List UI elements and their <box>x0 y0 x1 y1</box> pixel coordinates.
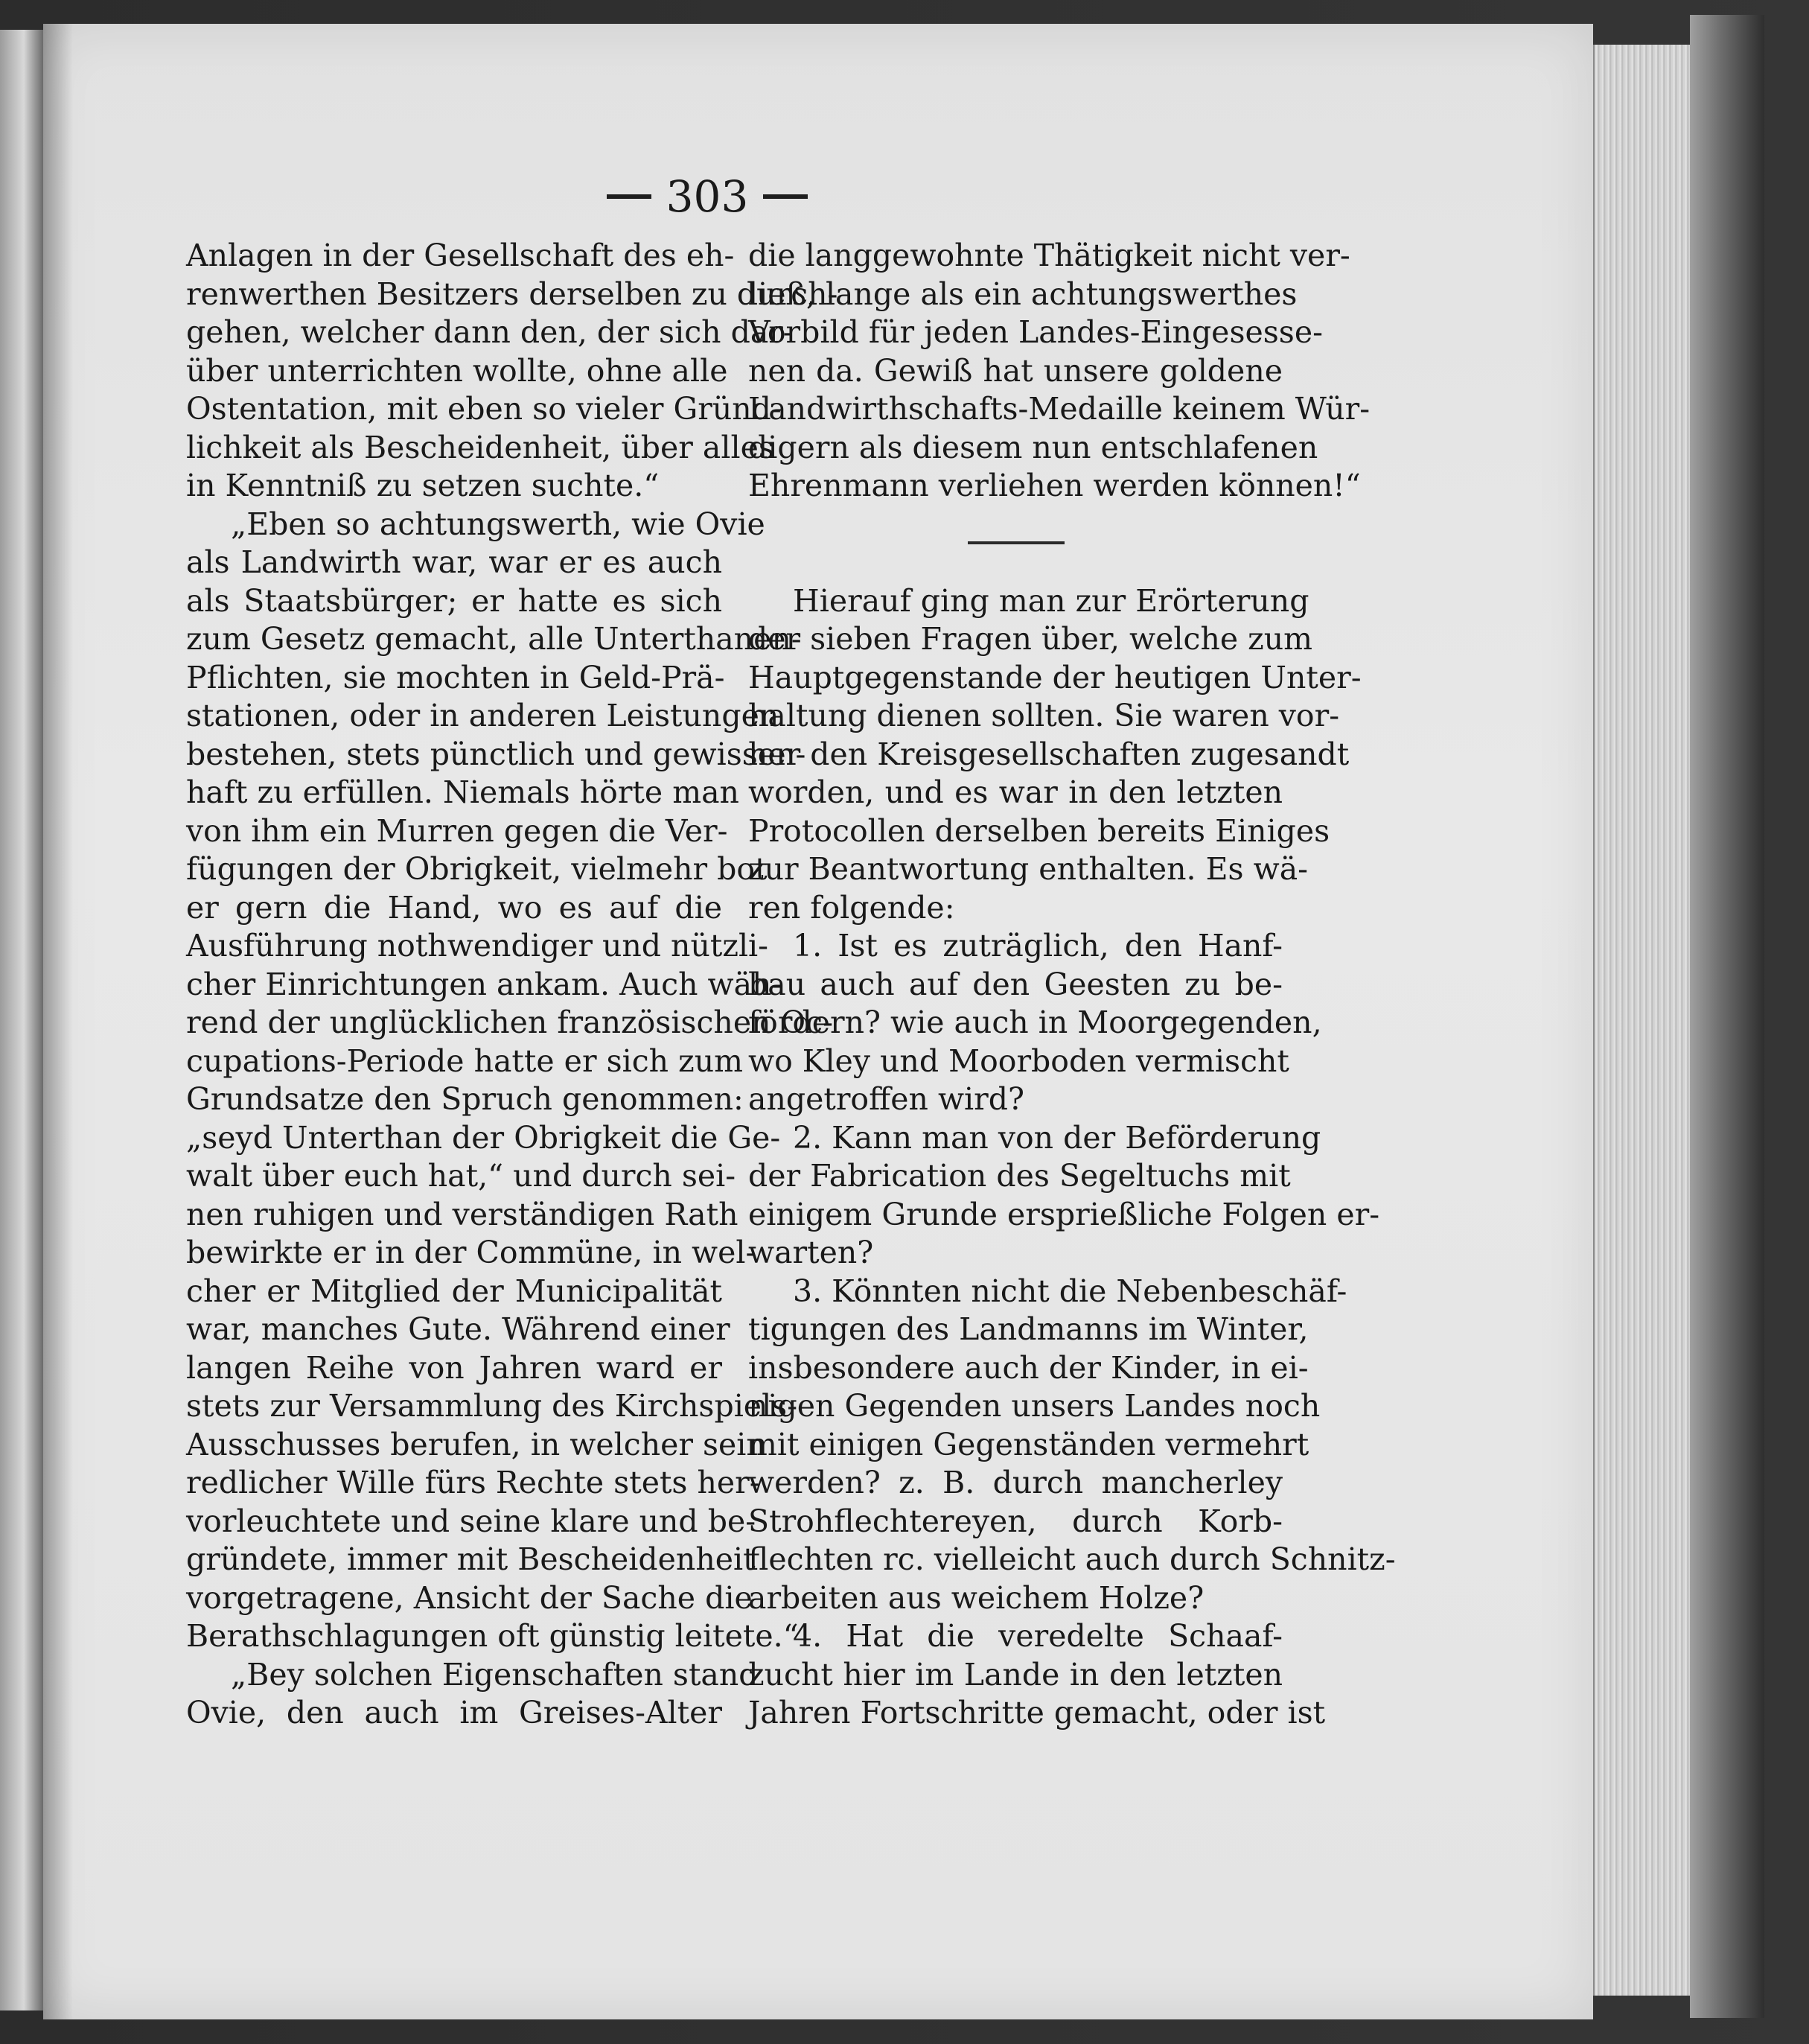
text-line: als Staatsbürger; er hatte es sich <box>186 582 722 619</box>
text-line: der sieben Fragen über, welche zum <box>748 621 1313 657</box>
text-line: Ostentation, mit eben so vieler Gründ- <box>186 391 782 427</box>
text-line: warten? <box>748 1235 874 1270</box>
right-column-top-paragraph <box>748 237 1371 506</box>
left-page-edge <box>0 30 43 2010</box>
text-line: zum Gesetz gemacht, alle Unterthanen- <box>186 621 802 657</box>
text-line: gehen, welcher dann den, der sich dar- <box>186 314 794 350</box>
text-line: Ausschusses berufen, in welcher sein <box>186 1426 766 1462</box>
text-line: arbeiten aus weichem Holze? <box>748 1579 1205 1616</box>
text-line: Jahren Fortschritte gemacht, oder ist <box>748 1695 1326 1731</box>
book-cover-edge <box>1690 15 1764 2018</box>
text-line: über unterrichten wollte, ohne alle <box>186 352 728 389</box>
text-line: mit einigen Gegenständen vermehrt <box>748 1426 1309 1462</box>
text-line: gründete, immer mit Bescheidenheit <box>186 1541 756 1577</box>
text-line: tigungen des Landmanns im Winter, <box>748 1311 1309 1347</box>
text-line: stets zur Versammlung des Kirchspiels- <box>186 1388 798 1424</box>
text-line: als Landwirth war, war er es auch <box>186 544 722 580</box>
text-line: redlicher Wille fürs Rechte stets her- <box>186 1465 760 1500</box>
text-line: haltung dienen sollten. Sie waren vor- <box>748 698 1340 733</box>
text-line: 2. Kann man von der Beförderung <box>793 1119 1321 1156</box>
text-line: ren folgende: <box>748 889 955 926</box>
text-line: angetroffen wird? <box>748 1081 1024 1117</box>
text-line: Berathschlagungen oft günstig leitete.“ <box>186 1618 799 1654</box>
right-column-questions <box>748 582 1396 1733</box>
text-line: worden, und es war in den letzten <box>748 774 1283 810</box>
text-line: der Fabrication des Segeltuchs mit <box>748 1158 1291 1194</box>
section-divider <box>748 506 1283 582</box>
text-line: 1. Ist es zuträglich, den Hanf- <box>793 928 1283 964</box>
text-line: ließ, lange als ein achtungswerthes <box>748 276 1298 312</box>
text-line: cher Einrichtungen ankam. Auch wäh- <box>186 966 782 1002</box>
text-line: er gern die Hand, wo es auf die <box>186 889 722 926</box>
text-line: in Kenntniß zu setzen suchte.“ <box>186 468 660 503</box>
text-line: zur Beantwortung enthalten. Es wä- <box>748 851 1309 887</box>
header-dash-right <box>763 194 808 199</box>
text-line: stationen, oder in anderen Leistungen <box>186 698 779 733</box>
text-line: flechten rc. vielleicht auch durch Schnitz- <box>748 1541 1396 1577</box>
right-text-column <box>748 237 1396 1733</box>
text-line: „Eben so achtungswerth, wie Ovie <box>231 506 765 542</box>
page-header <box>596 171 819 238</box>
text-line: Vorbild für jeden Landes-Eingesesse- <box>748 314 1323 350</box>
text-line: Ovie, den auch im Greises-Alter <box>186 1695 722 1731</box>
text-line: Strohflechtereyen, durch Korb- <box>748 1503 1283 1539</box>
text-line: Pflichten, sie mochten in Geld-Prä- <box>186 659 725 695</box>
text-line: Protocollen derselben bereits Einiges <box>748 812 1330 849</box>
text-line: bewirkte er in der Commüne, in wel- <box>186 1235 756 1270</box>
text-line: nen ruhigen und verständigen Rath <box>186 1196 738 1232</box>
text-line: lichkeit als Bescheidenheit, über alles <box>186 429 774 465</box>
page-number: 303 <box>666 171 749 222</box>
page-edges <box>1593 45 1691 1996</box>
text-line: digern als diesem nun entschlafenen <box>748 429 1318 465</box>
text-line: vorgetragene, Ansicht der Sache die <box>186 1579 753 1616</box>
text-line: cupations-Periode hatte er sich zum <box>186 1042 744 1079</box>
text-line: cher er Mitglied der Municipalität <box>186 1273 722 1309</box>
text-line: „seyd Unterthan der Obrigkeit die Ge- <box>186 1119 781 1156</box>
text-line: Hauptgegenstande der heutigen Unter- <box>748 659 1362 695</box>
text-line: „Bey solchen Eigenschaften stand <box>231 1656 759 1693</box>
text-line: 4. Hat die veredelte Schaaf- <box>793 1618 1283 1654</box>
text-line: Anlagen in der Gesellschaft des eh- <box>186 238 735 273</box>
text-line: war, manches Gute. Während einer <box>186 1311 730 1347</box>
page-gutter-shadow <box>43 24 73 2019</box>
text-line: wo Kley und Moorboden vermischt <box>748 1042 1289 1079</box>
text-line: werden? z. B. durch mancherley <box>748 1465 1283 1500</box>
text-line: bau auch auf den Geesten zu be- <box>748 966 1283 1002</box>
text-line: bestehen, stets pünctlich und gewissen- <box>186 736 806 772</box>
text-line: haft zu erfüllen. Niemals hörte man <box>186 774 739 810</box>
text-line: von ihm ein Murren gegen die Ver- <box>186 812 728 849</box>
divider-rule <box>968 541 1065 544</box>
text-line: rend der unglücklichen französischen Oc- <box>186 1005 833 1040</box>
header-dash-left <box>607 194 651 199</box>
text-line: fördern? wie auch in Moorgegenden, <box>748 1005 1322 1040</box>
text-line: nigen Gegenden unsers Landes noch <box>748 1388 1321 1424</box>
text-line: Landwirthschafts-Medaille keinem Wür- <box>748 391 1371 427</box>
text-line: 3. Könnten nicht die Nebenbeschäf- <box>793 1273 1347 1309</box>
text-line: insbesondere auch der Kinder, in ei- <box>748 1349 1309 1386</box>
text-line: langen Reihe von Jahren ward er <box>186 1349 722 1386</box>
text-line: nen da. Gewiß hat unsere goldene <box>748 352 1283 389</box>
text-line: her den Kreisgesellschaften zugesandt <box>748 736 1350 772</box>
text-line: fügungen der Obrigkeit, vielmehr bot <box>186 851 768 887</box>
text-line: einigem Grunde ersprießliche Folgen er- <box>748 1196 1380 1232</box>
text-line: die langgewohnte Thätigkeit nicht ver- <box>748 238 1350 273</box>
text-line: Ehrenmann verliehen werden können!“ <box>748 468 1361 503</box>
text-line: vorleuchtete und seine klare und be- <box>186 1503 756 1539</box>
text-line: walt über euch hat,“ und durch sei- <box>186 1158 736 1194</box>
text-line: Grundsatze den Spruch genommen: <box>186 1081 744 1117</box>
text-line: Ausführung nothwendiger und nützli- <box>186 928 769 964</box>
text-line: zucht hier im Lande in den letzten <box>748 1656 1283 1693</box>
text-line: renwerthen Besitzers derselben zu durch- <box>186 276 838 312</box>
text-line: Hierauf ging man zur Erörterung <box>793 582 1309 619</box>
